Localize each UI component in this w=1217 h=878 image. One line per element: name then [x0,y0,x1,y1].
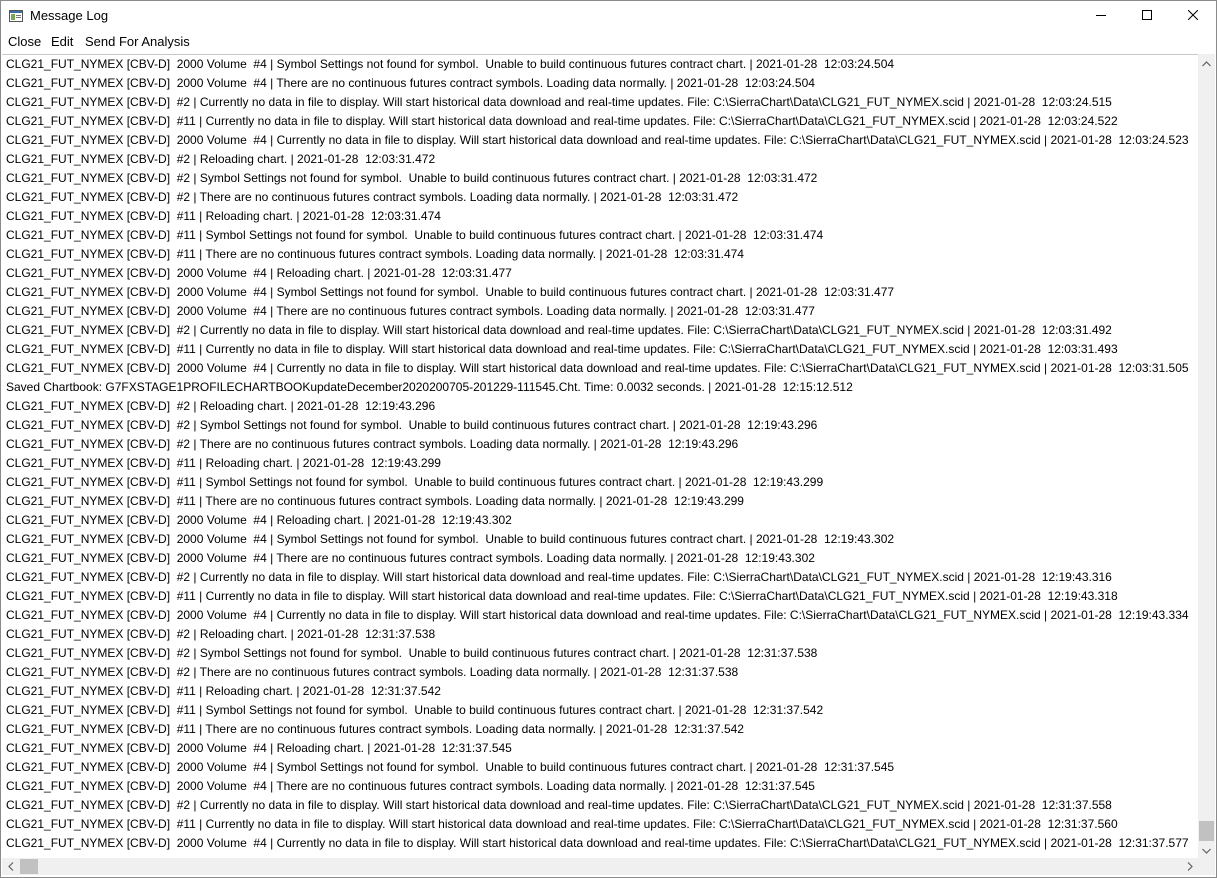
log-line[interactable]: CLG21_FUT_NYMEX [CBV-D] #11 | Currently no data in file to display. Will start historical data download and real-time updates. File: C:\SierraChart\Data\CLG21_FUT_NYMEX.scid | 2021-01-28 12:19:43.318 [6,589,1118,603]
maximize-button[interactable] [1124,1,1170,31]
vertical-scroll-thumb[interactable] [1199,821,1214,841]
log-line[interactable]: CLG21_FUT_NYMEX [CBV-D] 2000 Volume #4 | Currently no data in file to display. Will start historical data download and real-time updates. File: C:\SierraChart\Data\CLG21_FUT_NYMEX.scid | 2021-01-28 12:31:37.577 [6,836,1189,850]
chevron-right-icon [1187,858,1193,876]
log-line[interactable]: CLG21_FUT_NYMEX [CBV-D] 2000 Volume #4 | There are no continuous futures contract symbols. Loading data normally. | 2021-01-28 12:03:31.477 [6,304,815,318]
log-line[interactable]: CLG21_FUT_NYMEX [CBV-D] #11 | Reloading chart. | 2021-01-28 12:03:31.474 [6,209,441,223]
log-line[interactable]: CLG21_FUT_NYMEX [CBV-D] #11 | Symbol Settings not found for symbol. Unable to build continuous futures contract chart. | 2021-01-28 12:03:31.474 [6,228,824,242]
scroll-up-button[interactable] [1198,54,1215,71]
message-log-app-icon [9,9,23,21]
window-title: Message Log [30,8,109,23]
log-line[interactable]: CLG21_FUT_NYMEX [CBV-D] 2000 Volume #4 | Currently no data in file to display. Will start historical data download and real-time updates. File: C:\SierraChart\Data\CLG21_FUT_NYMEX.scid | 2021-01-28 12:03:31.505 [6,361,1189,375]
menu-edit[interactable]: Edit [51,34,74,49]
log-line[interactable]: CLG21_FUT_NYMEX [CBV-D] #11 | There are no continuous futures contract symbols. Loading data normally. | 2021-01-28 12:03:31.474 [6,247,744,261]
log-line[interactable]: Saved Chartbook: G7FXSTAGE1PROFILECHARTBOOKupdateDecember2020200705-201229-111545.Cht. Time: 0.0032 seconds. | 2021-01-28 12:15:12.512 [6,380,853,394]
scroll-down-button[interactable] [1198,841,1215,858]
log-line[interactable]: CLG21_FUT_NYMEX [CBV-D] #2 | Symbol Settings not found for symbol. Unable to build continuous futures contract chart. | 2021-01-28 12:03:31.472 [6,171,818,185]
minimize-icon [1096,7,1106,25]
log-line[interactable]: CLG21_FUT_NYMEX [CBV-D] #2 | Reloading chart. | 2021-01-28 12:31:37.538 [6,627,436,641]
maximize-icon [1142,7,1152,25]
vertical-scrollbar[interactable] [1198,54,1215,858]
scrollbar-corner [1198,858,1215,875]
log-line[interactable]: CLG21_FUT_NYMEX [CBV-D] #11 | Symbol Settings not found for symbol. Unable to build continuous futures contract chart. | 2021-01-28 12:31:37.542 [6,703,824,717]
log-line[interactable]: CLG21_FUT_NYMEX [CBV-D] 2000 Volume #4 | Currently no data in file to display. Will start historical data download and real-time updates. File: C:\SierraChart\Data\CLG21_FUT_NYMEX.scid | 2021-01-28 12:03:24.523 [6,133,1189,147]
log-line[interactable]: CLG21_FUT_NYMEX [CBV-D] #11 | Currently no data in file to display. Will start historical data download and real-time updates. File: C:\SierraChart\Data\CLG21_FUT_NYMEX.scid | 2021-01-28 12:31:37.560 [6,817,1118,831]
chevron-left-icon [8,858,14,876]
horizontal-scroll-thumb[interactable] [20,859,38,874]
log-line[interactable]: CLG21_FUT_NYMEX [CBV-D] #11 | There are no continuous futures contract symbols. Loading data normally. | 2021-01-28 12:19:43.299 [6,494,744,508]
log-line[interactable]: CLG21_FUT_NYMEX [CBV-D] 2000 Volume #4 | Symbol Settings not found for symbol. Unable to build continuous futures contract chart. | 2021-01-28 12:19:43.302 [6,532,895,546]
minimize-button[interactable] [1078,1,1124,31]
log-line[interactable]: CLG21_FUT_NYMEX [CBV-D] #2 | Currently no data in file to display. Will start historical data download and real-time updates. File: C:\SierraChart\Data\CLG21_FUT_NYMEX.scid | 2021-01-28 12:31:37.558 [6,798,1112,812]
log-line[interactable]: CLG21_FUT_NYMEX [CBV-D] 2000 Volume #4 | There are no continuous futures contract symbols. Loading data normally. | 2021-01-28 12:19:43.302 [6,551,815,565]
horizontal-scrollbar[interactable] [2,858,1198,875]
chevron-down-icon [1202,841,1211,859]
log-line[interactable]: CLG21_FUT_NYMEX [CBV-D] 2000 Volume #4 | Currently no data in file to display. Will start historical data download and real-time updates. File: C:\SierraChart\Data\CLG21_FUT_NYMEX.scid | 2021-01-28 12:19:43.334 [6,608,1189,622]
log-line[interactable]: CLG21_FUT_NYMEX [CBV-D] 2000 Volume #4 | Reloading chart. | 2021-01-28 12:31:37.545 [6,741,512,755]
log-line[interactable]: CLG21_FUT_NYMEX [CBV-D] #2 | Reloading chart. | 2021-01-28 12:03:31.472 [6,152,436,166]
log-line[interactable]: CLG21_FUT_NYMEX [CBV-D] #11 | Reloading chart. | 2021-01-28 12:19:43.299 [6,456,441,470]
close-icon [1188,7,1198,25]
log-line[interactable]: CLG21_FUT_NYMEX [CBV-D] 2000 Volume #4 | Symbol Settings not found for symbol. Unable to build continuous futures contract chart. | 2021-01-28 12:03:24.504 [6,57,895,71]
log-line[interactable]: CLG21_FUT_NYMEX [CBV-D] 2000 Volume #4 | Symbol Settings not found for symbol. Unable to build continuous futures contract chart. | 2021-01-28 12:03:31.477 [6,285,895,299]
log-line[interactable]: CLG21_FUT_NYMEX [CBV-D] #2 | Currently no data in file to display. Will start historical data download and real-time updates. File: C:\SierraChart\Data\CLG21_FUT_NYMEX.scid | 2021-01-28 12:19:43.316 [6,570,1112,584]
log-line[interactable]: CLG21_FUT_NYMEX [CBV-D] #2 | Currently no data in file to display. Will start historical data download and real-time updates. File: C:\SierraChart\Data\CLG21_FUT_NYMEX.scid | 2021-01-28 12:03:31.492 [6,323,1112,337]
log-line[interactable]: CLG21_FUT_NYMEX [CBV-D] #11 | Symbol Settings not found for symbol. Unable to build continuous futures contract chart. | 2021-01-28 12:19:43.299 [6,475,824,489]
log-line[interactable]: CLG21_FUT_NYMEX [CBV-D] #11 | Currently no data in file to display. Will start historical data download and real-time updates. File: C:\SierraChart\Data\CLG21_FUT_NYMEX.scid | 2021-01-28 12:03:24.522 [6,114,1118,128]
title-bar[interactable] [1,1,1216,31]
log-line[interactable]: CLG21_FUT_NYMEX [CBV-D] #2 | Symbol Settings not found for symbol. Unable to build continuous futures contract chart. | 2021-01-28 12:31:37.538 [6,646,818,660]
chevron-up-icon [1202,54,1211,72]
menu-send-for-analysis[interactable]: Send For Analysis [85,34,190,49]
log-line[interactable]: CLG21_FUT_NYMEX [CBV-D] #2 | There are no continuous futures contract symbols. Loading data normally. | 2021-01-28 12:31:37.538 [6,665,739,679]
log-line[interactable]: CLG21_FUT_NYMEX [CBV-D] 2000 Volume #4 | There are no continuous futures contract symbols. Loading data normally. | 2021-01-28 12:03:24.504 [6,76,815,90]
scroll-left-button[interactable] [2,858,19,875]
log-line[interactable]: CLG21_FUT_NYMEX [CBV-D] #2 | Currently no data in file to display. Will start historical data download and real-time updates. File: C:\SierraChart\Data\CLG21_FUT_NYMEX.scid | 2021-01-28 12:03:24.515 [6,95,1112,109]
close-window-button[interactable] [1170,1,1216,31]
log-line[interactable]: CLG21_FUT_NYMEX [CBV-D] #11 | There are no continuous futures contract symbols. Loading data normally. | 2021-01-28 12:31:37.542 [6,722,744,736]
log-line[interactable]: CLG21_FUT_NYMEX [CBV-D] #11 | Currently no data in file to display. Will start historical data download and real-time updates. File: C:\SierraChart\Data\CLG21_FUT_NYMEX.scid | 2021-01-28 12:03:31.493 [6,342,1118,356]
log-line[interactable]: CLG21_FUT_NYMEX [CBV-D] 2000 Volume #4 | Symbol Settings not found for symbol. Unable to build continuous futures contract chart. | 2021-01-28 12:31:37.545 [6,760,895,774]
log-line[interactable]: CLG21_FUT_NYMEX [CBV-D] #2 | There are no continuous futures contract symbols. Loading data normally. | 2021-01-28 12:19:43.296 [6,437,739,451]
scroll-right-button[interactable] [1181,858,1198,875]
log-line[interactable]: CLG21_FUT_NYMEX [CBV-D] 2000 Volume #4 | There are no continuous futures contract symbols. Loading data normally. | 2021-01-28 12:31:37.545 [6,779,815,793]
log-line[interactable]: CLG21_FUT_NYMEX [CBV-D] 2000 Volume #4 | Reloading chart. | 2021-01-28 12:03:31.477 [6,266,512,280]
log-line[interactable]: CLG21_FUT_NYMEX [CBV-D] 2000 Volume #4 | Reloading chart. | 2021-01-28 12:19:43.302 [6,513,512,527]
log-line[interactable]: CLG21_FUT_NYMEX [CBV-D] #2 | Reloading chart. | 2021-01-28 12:19:43.296 [6,399,436,413]
log-line[interactable]: CLG21_FUT_NYMEX [CBV-D] #11 | Reloading chart. | 2021-01-28 12:31:37.542 [6,684,441,698]
message-log-list[interactable] [2,54,1198,857]
menu-close[interactable]: Close [8,34,42,49]
menu-bar [1,31,1216,53]
log-line[interactable]: CLG21_FUT_NYMEX [CBV-D] #2 | There are no continuous futures contract symbols. Loading data normally. | 2021-01-28 12:03:31.472 [6,190,739,204]
log-line[interactable]: CLG21_FUT_NYMEX [CBV-D] #2 | Symbol Settings not found for symbol. Unable to build continuous futures contract chart. | 2021-01-28 12:19:43.296 [6,418,818,432]
